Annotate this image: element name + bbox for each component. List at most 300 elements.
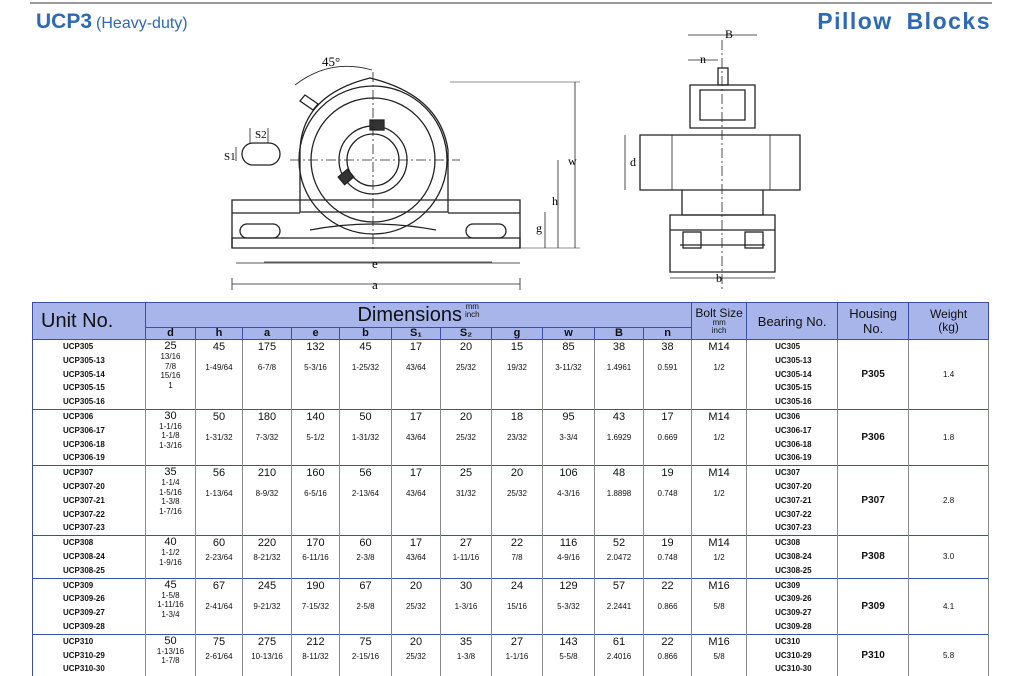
bearing-no: UC305: [775, 342, 801, 351]
dim-inch: 1-11/16: [452, 553, 480, 563]
dim-cell: [492, 466, 543, 536]
dim-mm: 20: [409, 579, 423, 592]
unit-no: UCP307-21: [63, 495, 105, 505]
dim-cell: [492, 634, 543, 676]
dim-cell: [543, 340, 595, 410]
bearing-no: UC309-27: [775, 608, 812, 618]
bearing-cell: [747, 634, 838, 676]
front-view: [232, 66, 580, 290]
dim-inch: 2.2441: [606, 601, 632, 611]
bore-value: 15/16: [160, 371, 181, 380]
unit-no: UCP306-19: [63, 453, 105, 463]
e-label: e: [372, 256, 378, 271]
bore-value: 1-1/2: [161, 548, 180, 558]
dim-inch: 0.591: [657, 363, 678, 372]
B-label: B: [725, 27, 734, 41]
dim-inch: 8-11/32: [302, 651, 329, 661]
bolt-header: Bolt Size mm inch: [692, 303, 747, 340]
dim-mm: 38: [612, 341, 626, 353]
bearing-no: UC305-13: [775, 355, 812, 365]
dim-cell: [196, 466, 243, 536]
dim-inch: 8-21/32: [253, 553, 281, 563]
unit-no: UCP309-27: [63, 608, 105, 618]
dim-cell: [543, 466, 595, 536]
housing-cell: P308: [838, 536, 909, 578]
dim-inch: 2-5/8: [356, 601, 375, 611]
dim-inch: 1-31/32: [351, 432, 380, 442]
dim-inch: 10-13/16: [251, 651, 283, 661]
dim-inch: 7-3/32: [255, 432, 279, 442]
dim-cell: [441, 466, 492, 536]
dim-inch: 2-61/64: [205, 651, 233, 661]
bolt-inch: 5/8: [713, 601, 725, 611]
dim-cell: [595, 536, 644, 578]
dim-mm: 43: [612, 410, 626, 423]
weight-cell: 1.4: [909, 340, 989, 410]
dim-mm: 22: [661, 579, 674, 592]
dim-inch: 6-11/16: [302, 553, 329, 563]
column-header-9: B: [595, 328, 644, 340]
bore-value: 30: [164, 409, 177, 422]
dim-cell: [340, 466, 392, 536]
bore-value: 1-1/4: [161, 478, 180, 488]
bearing-no: UC306: [775, 411, 801, 421]
dim-inch: 9-21/32: [253, 601, 281, 611]
dim-inch: 1-13/64: [205, 489, 233, 499]
bore-cell: [146, 340, 196, 410]
dim-cell: [441, 634, 492, 676]
dim-inch: 0.669: [657, 432, 678, 442]
bore-value: 50: [164, 634, 177, 647]
table-row: [33, 634, 989, 676]
bolt-cell: [692, 578, 747, 634]
dim-mm: 220: [257, 537, 277, 550]
bolt-inch: 1/2: [713, 553, 725, 563]
dim-cell: [595, 634, 644, 676]
unit-no: UCP308: [63, 538, 94, 548]
unit-cell: [33, 409, 146, 465]
bolt-mm: M14: [708, 537, 730, 550]
bolt-inch: 5/8: [713, 651, 725, 661]
unit-no: UCP307-23: [63, 523, 105, 533]
dim-inch: 2-3/8: [356, 553, 375, 563]
column-header-7: g: [492, 328, 543, 340]
dim-mm: 75: [212, 635, 226, 648]
column-header-10: n: [644, 328, 692, 340]
dim-mm: 20: [510, 467, 524, 480]
unit-no: UCP307: [63, 468, 94, 478]
dim-mm: 170: [306, 537, 325, 550]
bearing-header: Bearing No.: [747, 303, 838, 340]
unit-no: UCP305: [63, 342, 94, 351]
housing-header: Housing No.: [838, 303, 909, 340]
dim-mm: 175: [257, 341, 277, 353]
unit-cell: [33, 578, 146, 634]
dim-mm: 129: [559, 579, 578, 592]
dim-mm: 48: [612, 467, 626, 480]
dim-inch: 25/32: [405, 601, 427, 611]
column-header-6: S₂: [441, 328, 492, 340]
bolt-mm: M16: [708, 635, 730, 648]
bearing-no: UC308-24: [775, 551, 812, 561]
weight-header: Weight (kg): [909, 303, 989, 340]
dim-mm: 17: [661, 410, 674, 423]
unit-no: UCP308-24: [63, 551, 105, 561]
dim-mm: 275: [257, 635, 277, 648]
unit-cell: [33, 340, 146, 410]
dim-inch: 1-3/16: [454, 601, 478, 611]
dim-cell: [340, 340, 392, 410]
column-header-3: e: [292, 328, 340, 340]
dim-cell: [292, 409, 340, 465]
dim-cell: [243, 409, 292, 465]
dim-cell: [292, 536, 340, 578]
dim-cell: [243, 340, 292, 410]
dim-mm: 143: [559, 635, 578, 648]
bolt-cell: [692, 634, 747, 676]
dim-mm: 52: [612, 537, 626, 550]
bore-value: 1-11/16: [157, 600, 184, 610]
unit-no: UCP309-28: [63, 621, 105, 631]
dim-inch: 7/8: [511, 553, 523, 563]
unit-cell: [33, 466, 146, 536]
dim-cell: [441, 536, 492, 578]
bore-value: 1-1/16: [159, 421, 182, 431]
side-view: [625, 35, 800, 290]
dim-mm: 180: [257, 410, 277, 423]
dim-inch: 6-7/8: [257, 363, 277, 372]
bolt-mm: M14: [708, 410, 730, 423]
column-header-0: d: [146, 328, 196, 340]
dim-cell: [441, 409, 492, 465]
dim-cell: [340, 578, 392, 634]
dim-cell: [292, 634, 340, 676]
bore-cell: [146, 409, 196, 465]
dim-cell: [392, 466, 441, 536]
dim-cell: [196, 634, 243, 676]
dim-mm: 25: [459, 467, 473, 480]
bore-value: 40: [164, 536, 177, 549]
unit-cell: [33, 536, 146, 578]
dim-inch: 7-15/32: [301, 601, 330, 611]
column-header-8: w: [543, 328, 595, 340]
unit-no: UCP310-30: [63, 664, 105, 674]
dim-inch: 4-9/16: [557, 553, 580, 563]
dim-mm: 19: [661, 537, 674, 550]
dim-inch: 2.0472: [606, 553, 632, 563]
series-subtitle: (Heavy-duty): [96, 15, 188, 32]
weight-cell: 3.0: [909, 536, 989, 578]
dim-cell: [595, 409, 644, 465]
dim-inch: 43/64: [405, 363, 427, 372]
dim-cell: [392, 634, 441, 676]
dim-mm: 38: [661, 341, 674, 353]
bolt-inch: 1/2: [713, 363, 725, 372]
bearing-no: UC309: [775, 580, 801, 590]
bore-value: 1-3/16: [159, 440, 182, 450]
dim-cell: [292, 578, 340, 634]
unit-header: Unit No.: [33, 303, 146, 340]
bolt-mm: M14: [708, 467, 730, 480]
unit-no: UCP308-25: [63, 565, 105, 575]
dim-mm: 140: [306, 410, 325, 423]
dim-cell: [492, 409, 543, 465]
dim-inch: 5-3/16: [304, 363, 327, 372]
dim-inch: 0.748: [657, 489, 678, 499]
bore-cell: [146, 634, 196, 676]
bearing-cell: [747, 466, 838, 536]
bore-cell: [146, 536, 196, 578]
bearing-no: UC306-17: [775, 425, 812, 435]
bore-value: 1: [168, 380, 173, 390]
dim-cell: [243, 466, 292, 536]
column-header-1: h: [196, 328, 243, 340]
dim-inch: 25/32: [455, 432, 477, 442]
table-row: [33, 409, 989, 465]
bearing-cell: [747, 578, 838, 634]
dim-cell: [441, 578, 492, 634]
unit-no: UCP306: [63, 411, 94, 421]
dim-mm: 35: [459, 635, 473, 648]
unit-no: UCP307-20: [63, 481, 105, 491]
dim-cell: [492, 340, 543, 410]
bolt-mm: M16: [708, 579, 730, 592]
product-title: Pillow Blocks: [817, 8, 991, 34]
dim-cell: [644, 409, 692, 465]
bolt-cell: [692, 409, 747, 465]
unit-no: UCP306-18: [63, 439, 105, 449]
bearing-no: UC310-30: [775, 664, 812, 674]
bore-value: 13/16: [160, 352, 181, 361]
angle-label: 45°: [322, 54, 341, 69]
bore-value: 1-7/16: [159, 506, 182, 516]
bearing-cell: [747, 409, 838, 465]
dim-cell: [644, 340, 692, 410]
dim-mm: 17: [409, 341, 423, 353]
bore-value: 1-13/16: [156, 646, 185, 656]
bearing-no: UC308: [775, 538, 801, 548]
housing-cell: P309: [838, 578, 909, 634]
dim-mm: 27: [510, 635, 524, 648]
unit-cell: [33, 634, 146, 676]
dim-cell: [644, 536, 692, 578]
w-label: w: [568, 154, 577, 168]
column-header-2: a: [243, 328, 292, 340]
dim-cell: [196, 409, 243, 465]
dim-inch: 5-1/2: [306, 432, 325, 442]
bore-value: 1-3/4: [161, 609, 180, 619]
dim-inch: 5-5/8: [559, 651, 578, 661]
dim-cell: [595, 466, 644, 536]
dim-mm: 190: [306, 579, 325, 592]
dim-mm: 20: [459, 410, 473, 423]
dim-inch: 6-5/16: [304, 489, 327, 499]
dim-cell: [243, 536, 292, 578]
dim-mm: 106: [559, 467, 578, 480]
dim-cell: [243, 634, 292, 676]
dim-cell: [492, 536, 543, 578]
dim-mm: 17: [409, 537, 423, 550]
dim-inch: 25/32: [455, 363, 477, 372]
dim-cell: [196, 340, 243, 410]
bearing-no: UC307-20: [775, 481, 812, 491]
bolt-mm: M14: [708, 341, 730, 353]
dim-cell: [441, 340, 492, 410]
dim-cell: [340, 409, 392, 465]
dim-mm: 30: [459, 579, 473, 592]
housing-cell: P307: [838, 466, 909, 536]
bearing-no: UC305-16: [775, 397, 812, 407]
unit-no: UCP309-26: [63, 594, 105, 604]
bore-value: 25: [164, 340, 177, 352]
dim-inch: 25/32: [405, 651, 427, 661]
dim-inch: 2-41/64: [205, 601, 233, 611]
unit-no: UCP305-15: [63, 383, 105, 393]
dim-mm: 60: [212, 537, 226, 550]
dim-inch: 1-3/8: [456, 651, 476, 661]
bore-value: 1-3/8: [161, 497, 180, 507]
housing-cell: P310: [838, 634, 909, 676]
dim-cell: [340, 634, 392, 676]
dim-mm: 22: [661, 635, 674, 648]
dim-mm: 95: [562, 410, 575, 423]
technical-drawing: [0, 0, 1009, 300]
dim-inch: 43/64: [405, 553, 427, 563]
dim-mm: 50: [359, 410, 372, 423]
dim-cell: [644, 466, 692, 536]
dim-mm: 24: [510, 579, 524, 592]
bearing-no: UC309-26: [775, 594, 812, 604]
dim-inch: 4-3/16: [557, 489, 580, 499]
dim-mm: 210: [257, 467, 277, 480]
weight-cell: 2.8: [909, 466, 989, 536]
bore-value: 1-9/16: [159, 557, 182, 567]
unit-no: UCP305-13: [63, 355, 105, 365]
dim-mm: 57: [612, 579, 626, 592]
dim-cell: [292, 340, 340, 410]
bore-value: 45: [164, 578, 177, 591]
unit-no: UCP305-14: [63, 369, 105, 379]
dim-inch: 25/32: [506, 489, 528, 499]
bore-value: 1-1/8: [161, 431, 180, 441]
dim-mm: 160: [306, 467, 325, 480]
bearing-no: UC308-25: [775, 565, 812, 575]
dim-cell: [340, 536, 392, 578]
unit-no: UCP306-17: [63, 425, 105, 435]
dim-inch: 1-49/64: [205, 363, 233, 372]
dim-mm: 19: [661, 467, 674, 480]
dim-mm: 116: [559, 537, 578, 550]
bearing-cell: [747, 340, 838, 410]
bolt-cell: [692, 340, 747, 410]
dim-inch: 1.6929: [606, 432, 632, 442]
bearing-cell: [747, 536, 838, 578]
column-header-4: b: [340, 328, 392, 340]
dim-cell: [196, 536, 243, 578]
bearing-no: UC305-15: [775, 383, 812, 393]
n-label: n: [700, 52, 706, 66]
s2-label: S2: [255, 129, 267, 141]
bearing-no: UC307-22: [775, 509, 812, 519]
bearing-no: UC307-23: [775, 523, 812, 533]
unit-no: UCP310-29: [63, 650, 105, 660]
bearing-no: UC307: [775, 468, 801, 478]
unit-no: UCP309: [63, 580, 94, 590]
housing-cell: P305: [838, 340, 909, 410]
spec-table: [32, 302, 989, 676]
dim-cell: [392, 536, 441, 578]
dim-cell: [492, 578, 543, 634]
bore-value: 1-7/8: [161, 656, 180, 666]
dim-inch: 2-13/64: [351, 489, 380, 499]
dim-mm: 22: [510, 537, 524, 550]
dim-cell: [543, 578, 595, 634]
weight-cell: 1.8: [909, 409, 989, 465]
dim-mm: 27: [459, 537, 473, 550]
dim-cell: [292, 466, 340, 536]
dim-cell: [543, 634, 595, 676]
dim-cell: [543, 536, 595, 578]
dim-cell: [543, 409, 595, 465]
dim-inch: 3-11/32: [555, 363, 582, 372]
dim-inch: 1-25/32: [351, 363, 380, 372]
dim-cell: [243, 578, 292, 634]
dim-mm: 18: [510, 410, 524, 423]
dim-mm: 132: [306, 341, 325, 353]
dim-mm: 45: [359, 341, 372, 353]
bolt-inch: 1/2: [713, 432, 725, 442]
bearing-no: UC307-21: [775, 495, 812, 505]
dim-cell: [392, 578, 441, 634]
series-code: UCP3: [36, 10, 93, 33]
table-row: [33, 340, 989, 410]
unit-no: UCP305-16: [63, 397, 105, 407]
bearing-no: UC306-19: [775, 453, 812, 463]
dim-cell: [595, 578, 644, 634]
dim-mm: 85: [562, 341, 575, 353]
dim-inch: 23/32: [506, 432, 528, 442]
dim-mm: 75: [359, 635, 372, 648]
dim-cell: [595, 340, 644, 410]
dim-mm: 20: [409, 635, 423, 648]
dim-inch: 19/32: [506, 363, 528, 372]
bearing-no: UC306-18: [775, 439, 812, 449]
dim-mm: 61: [612, 635, 626, 648]
dim-mm: 15: [510, 341, 524, 353]
dimensions-header: Dimensions mm inch: [146, 303, 692, 328]
bore-value: 1-5/16: [159, 487, 182, 497]
dim-mm: 67: [212, 579, 226, 592]
dim-mm: 17: [409, 467, 423, 480]
dim-inch: 8-9/32: [255, 489, 279, 499]
bearing-no: UC309-28: [775, 621, 812, 631]
unit-no: UCP310: [63, 636, 94, 646]
dim-inch: 0.866: [657, 651, 678, 661]
bore-value: 1-5/8: [161, 590, 180, 600]
dim-inch: 0.866: [657, 601, 678, 611]
dim-inch: 43/64: [405, 489, 427, 499]
bore-cell: [146, 578, 196, 634]
g-label: g: [536, 221, 542, 235]
table-row: [33, 536, 989, 578]
dim-cell: [644, 578, 692, 634]
dim-mm: 245: [257, 579, 277, 592]
dim-cell: [392, 340, 441, 410]
weight-cell: 5.8: [909, 634, 989, 676]
housing-cell: P306: [838, 409, 909, 465]
bearing-no: UC310-29: [775, 650, 812, 660]
dim-mm: 45: [212, 341, 226, 353]
